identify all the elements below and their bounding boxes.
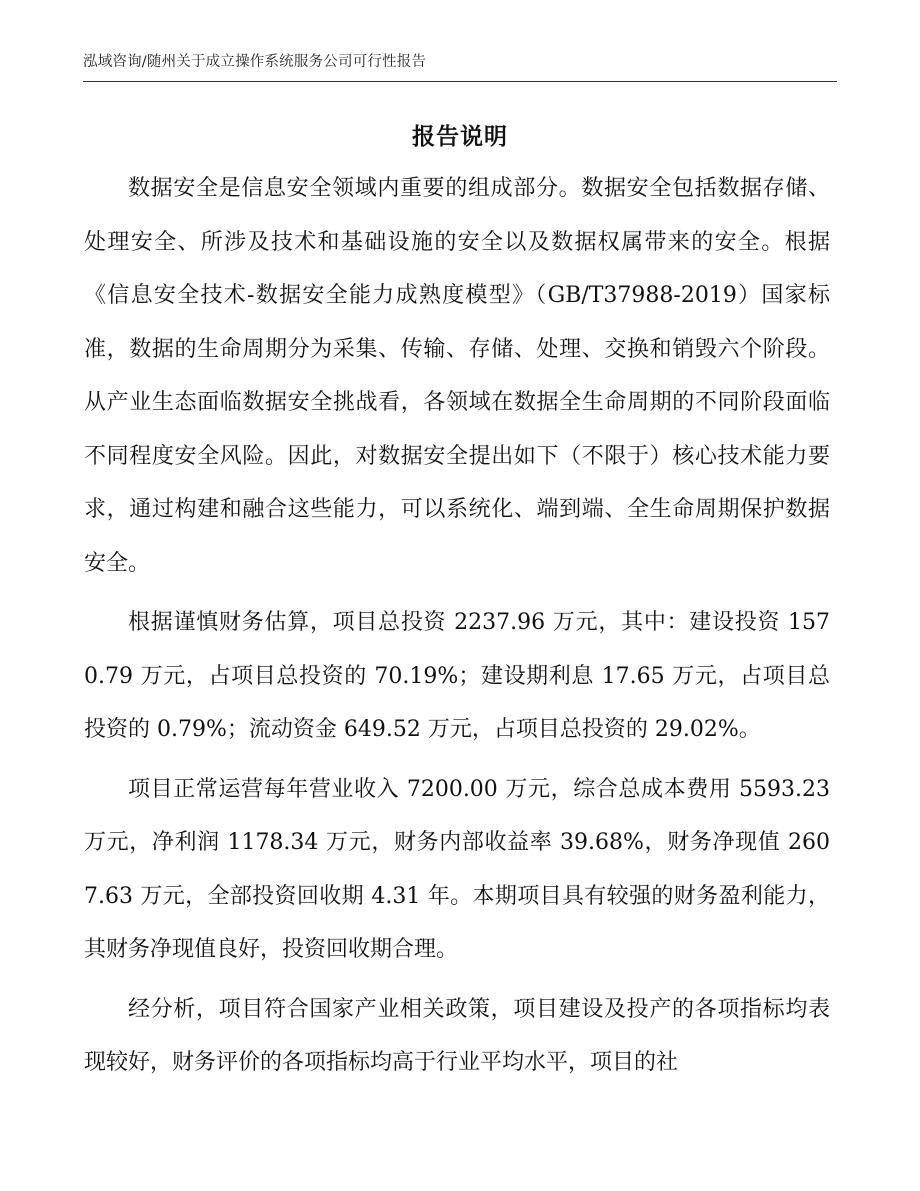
report-body (84, 162, 830, 1092)
running-header: 泓域咨询/随州关于成立操作系统服务公司可行性报告 (83, 50, 837, 82)
paragraph-analysis: 经分析，项目符合国家产业相关政策，项目建设及投产的各项指标均表现较好，财务评价的各项指标均高于行业平均水平，项目的社 (84, 996, 830, 1075)
paragraph-financial-returns: 项目正常运营每年营业收入 7200.00 万元，综合总成本费用 5593.23 万元，净利润 1178.34 万元，财务内部收益率 39.68%，财务净现值 2607.63 万元，全部投资回收期 4.31 年。本期项目具有较强的财务盈利能力，其财务净现值良好，投资回收期合理。 (84, 776, 830, 962)
page-title: 报告说明 (412, 124, 508, 150)
paragraph-data-security: 数据安全是信息安全领域内重要的组成部分。数据安全包括数据存储、处理安全、所涉及技术和基础设施的安全以及数据权属带来的安全。根据《信息安全技术-数据安全能力成熟度模型》（GB/T37988-2019）国家标准，数据的生命周期分为采集、传输、存储、处理、交换和销毁六个阶段。从产业生态面临数据安全挑战看，各领域在数据全生命周期的不同阶段面临不同程度安全风险。因此，对数据安全提出如下（不限于）核心技术能力要求，通过构建和融合这些能力，可以系统化、端到端、全生命周期保护数据安全。 (84, 176, 830, 576)
paragraph-investment: 根据谨慎财务估算，项目总投资 2237.96 万元，其中：建设投资 1570.79 万元，占项目总投资的 70.19%；建设期利息 17.65 万元，占项目总投资的 0.79%；流动资金 649.52 万元，占项目总投资的 29.02%。 (84, 610, 830, 742)
